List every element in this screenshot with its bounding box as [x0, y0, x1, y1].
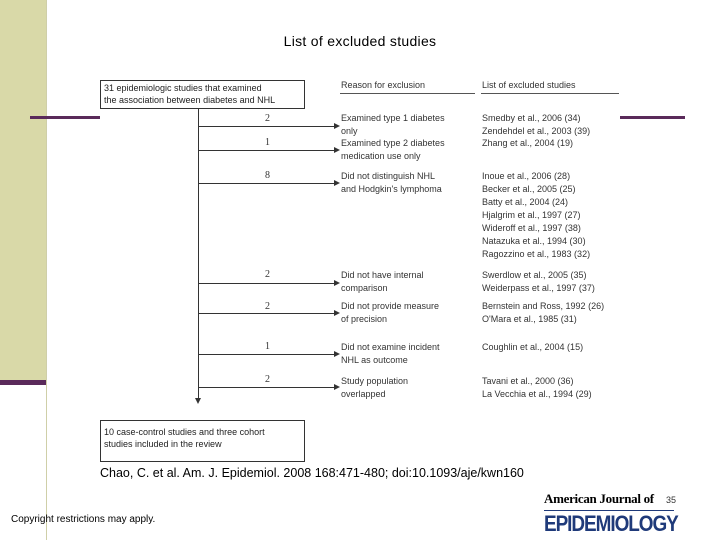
page-number: 35: [666, 495, 677, 505]
column-header-studies-rule: [481, 93, 619, 94]
arrowhead: [334, 147, 340, 153]
arrowhead: [334, 384, 340, 390]
bottom-box: [100, 420, 305, 462]
arrowhead: [334, 351, 340, 357]
exclusion-count: 1: [265, 137, 270, 148]
left-divider: [46, 0, 47, 540]
exclusion-reason: Did not have internal comparison: [341, 270, 424, 293]
figure-citation: Chao, C. et al. Am. J. Epidemiol. 2008 168:471-480; doi:10.1093/aje/kwn160: [100, 466, 524, 480]
arrowhead: [334, 180, 340, 186]
journal-logo-top-text: American Journal of: [544, 491, 654, 506]
exclusion-count: 2: [265, 301, 270, 312]
arrowhead: [334, 280, 340, 286]
journal-logo: [540, 489, 702, 540]
bottom-box-line-2: studies included in the review: [104, 439, 222, 449]
excluded-studies: Smedby et al., 2006 (34) Zendehdel et al., 2003 (39): [482, 113, 591, 136]
journal-logo-bottom-text: EPIDEMIOLOGY: [544, 511, 678, 536]
exclusion-reason: Examined type 2 diabetes medication use only: [341, 138, 445, 161]
excluded-studies: Tavani et al., 2000 (36) La Vecchia et al., 1994 (29): [482, 376, 592, 399]
exclusion-reason: Did not distinguish NHL and Hodgkin's lymphoma: [341, 171, 442, 194]
exclusion-reason: Examined type 1 diabetes only: [341, 113, 445, 136]
accent-line-right: [620, 116, 685, 119]
arrow-line: [198, 313, 334, 314]
exclusion-count: 8: [265, 170, 270, 181]
main-flow-arrowhead: [195, 398, 201, 404]
top-box-line-1: 31 epidemiologic studies that examined: [104, 83, 262, 93]
exclusion-count: 2: [265, 113, 270, 124]
exclusion-count: 1: [265, 341, 270, 352]
bottom-box-line-1: 10 case-control studies and three cohort: [104, 427, 265, 437]
exclusion-reason: Did not provide measure of precision: [341, 301, 440, 324]
arrow-line: [198, 183, 334, 184]
excluded-studies: Zhang et al., 2004 (19): [482, 138, 574, 148]
exclusion-count: 2: [265, 269, 270, 280]
arrowhead: [334, 123, 340, 129]
exclusion-reason: Study population overlapped: [341, 376, 409, 399]
excluded-studies: Inoue et al., 2006 (28) Becker et al., 2005 (25) Batty et al., 2004 (24) Hjalgrim et al., 1997 (27) Wideroff et al., 1997 (38) Natazuka et al., 1994 (30) Ragozzino et al., 1983 (32): [482, 171, 591, 259]
arrow-line: [198, 387, 334, 388]
top-box: [100, 80, 305, 109]
column-header-studies: List of excluded studies: [482, 80, 576, 90]
arrow-line: [198, 126, 334, 127]
slide-title: List of excluded studies: [283, 33, 437, 49]
column-header-reason-rule: [340, 93, 475, 94]
excluded-studies: Coughlin et al., 2004 (15): [482, 342, 584, 352]
column-header-reason: Reason for exclusion: [341, 80, 426, 90]
copyright-notice: Copyright restrictions may apply.: [11, 514, 156, 525]
excluded-studies: Bernstein and Ross, 1992 (26) O'Mara et al., 1985 (31): [482, 301, 605, 324]
arrowhead: [334, 310, 340, 316]
arrow-line: [198, 354, 334, 355]
left-band-accent: [0, 380, 46, 385]
arrow-line: [198, 150, 334, 151]
arrow-line: [198, 283, 334, 284]
top-box-line-2: the association between diabetes and NHL: [104, 95, 276, 105]
exclusion-reason: Did not examine incident NHL as outcome: [341, 342, 440, 365]
accent-line-left: [30, 116, 100, 119]
left-decorative-band: [0, 0, 46, 385]
excluded-studies: Swerdlow et al., 2005 (35) Weiderpass et al., 1997 (37): [482, 270, 595, 293]
main-flow-line: [198, 109, 199, 399]
exclusion-count: 2: [265, 374, 270, 385]
flow-diagram-figure: [100, 80, 620, 462]
